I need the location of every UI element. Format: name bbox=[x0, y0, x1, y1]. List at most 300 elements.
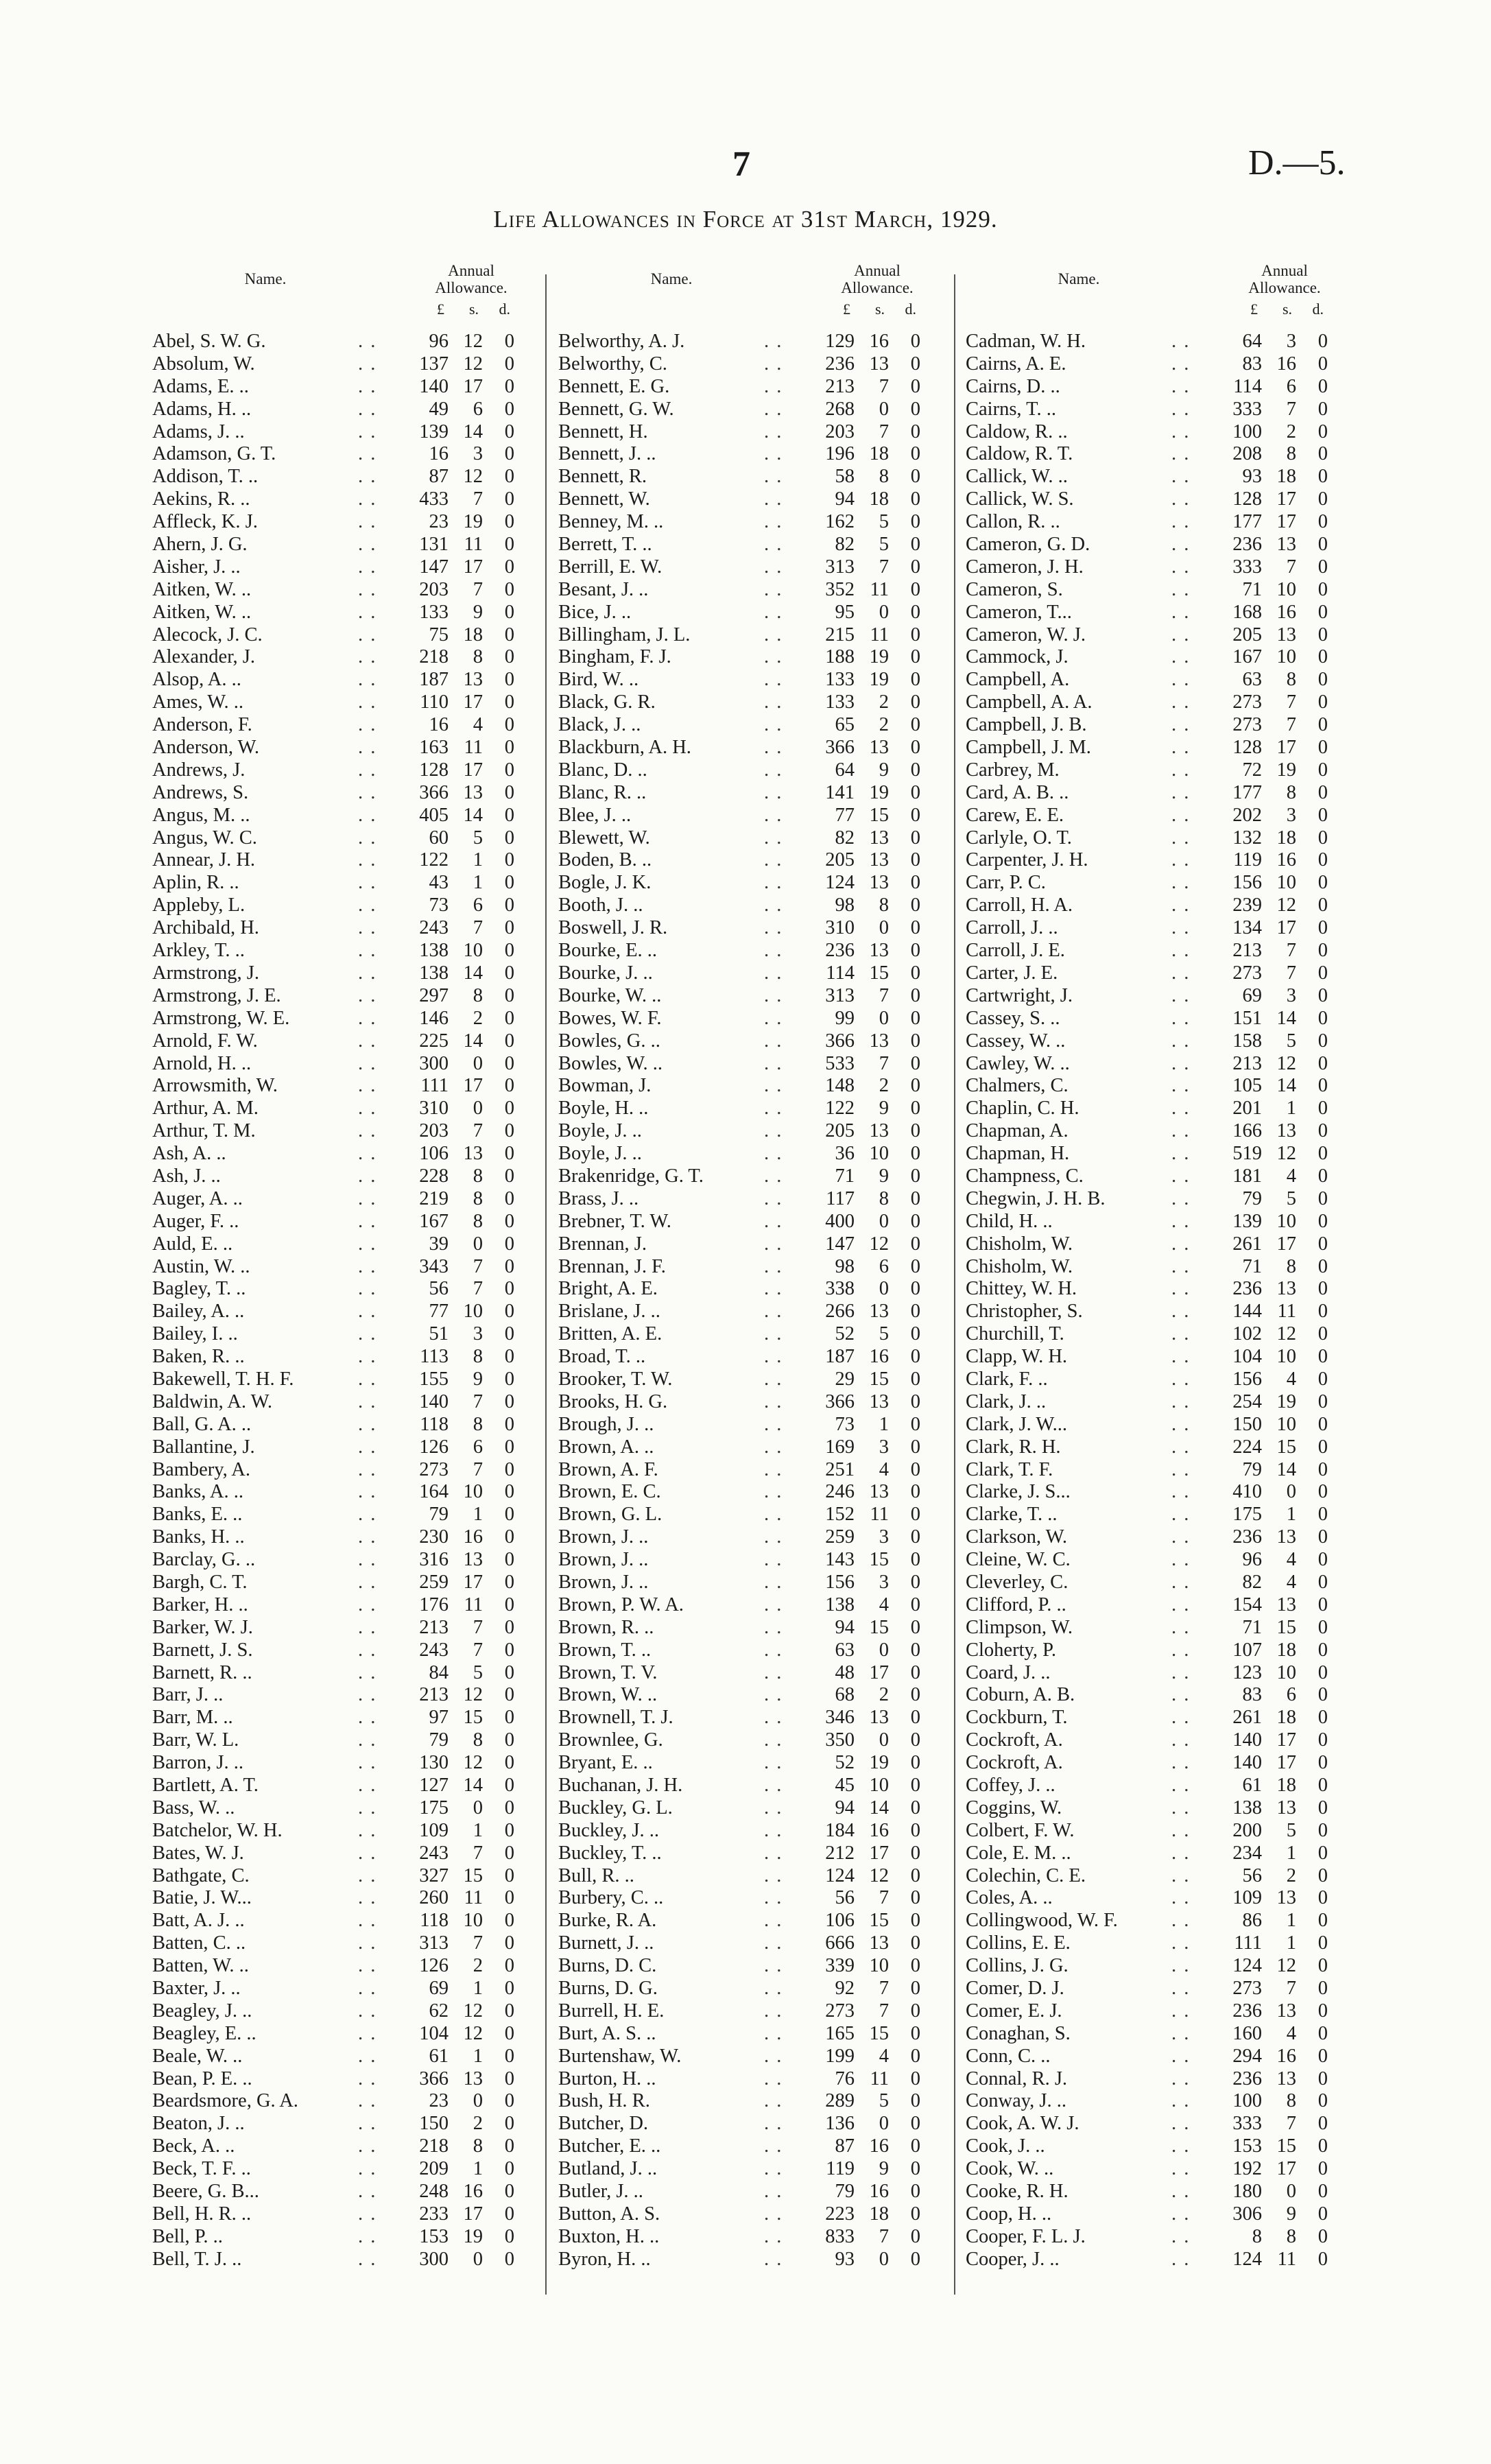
amount-pounds: 118 bbox=[420, 1413, 449, 1435]
allowance-row bbox=[152, 1481, 514, 1504]
pensioner-name: Collins, E. E. bbox=[966, 1932, 1071, 1954]
leader-dots: . . bbox=[1171, 1030, 1191, 1052]
amount-pounds: 213 bbox=[419, 1616, 449, 1638]
amount-pounds: 140 bbox=[1232, 1752, 1262, 1774]
amount-pence: 0 bbox=[1317, 511, 1328, 533]
amount-pence: 0 bbox=[1317, 1594, 1328, 1615]
allowance-row bbox=[966, 962, 1328, 985]
amount-pence: 0 bbox=[504, 1210, 514, 1232]
amount-pounds: 36 bbox=[835, 1143, 855, 1165]
allowance-row bbox=[558, 421, 920, 444]
pensioner-name: Bennett, G. W. bbox=[558, 398, 674, 420]
amount-pence: 0 bbox=[1317, 2113, 1328, 2135]
allowance-row bbox=[558, 2046, 920, 2068]
amount-shillings: 11 bbox=[464, 1594, 483, 1615]
amount-pence: 0 bbox=[910, 1255, 920, 1277]
pensioner-name: Coles, A. .. bbox=[966, 1887, 1053, 1909]
pensioner-name: Brown, A. .. bbox=[558, 1436, 654, 1458]
amount-pence: 0 bbox=[504, 1458, 514, 1480]
amount-shillings: 4 bbox=[1286, 1368, 1296, 1390]
amount-pence: 0 bbox=[910, 1143, 920, 1165]
pensioner-name: Bourke, E. .. bbox=[558, 940, 658, 962]
amount-pence: 0 bbox=[910, 466, 920, 488]
leader-dots: . . bbox=[358, 1233, 377, 1255]
amount-pounds: 196 bbox=[825, 443, 855, 465]
leader-dots: . . bbox=[1171, 1075, 1191, 1097]
amount-pence: 0 bbox=[1317, 984, 1328, 1006]
amount-pence: 0 bbox=[504, 691, 514, 713]
amount-pence: 0 bbox=[910, 781, 920, 803]
amount-pounds: 208 bbox=[1232, 443, 1262, 465]
leader-dots: . . bbox=[1171, 466, 1191, 488]
amount-pounds: 261 bbox=[1232, 1233, 1262, 1255]
amount-pounds: 158 bbox=[1232, 1030, 1262, 1052]
amount-shillings: 5 bbox=[1286, 1819, 1296, 1841]
pensioner-name: Cook, W. .. bbox=[966, 2158, 1054, 2180]
amount-pounds: 167 bbox=[1232, 646, 1262, 668]
amount-pence: 0 bbox=[1317, 1187, 1328, 1209]
amount-shillings: 3 bbox=[879, 1436, 889, 1458]
leader-dots: . . bbox=[1171, 1842, 1191, 1864]
amount-shillings: 8 bbox=[1286, 1255, 1296, 1277]
allowance-row bbox=[152, 466, 514, 488]
amount-shillings: 2 bbox=[473, 2113, 483, 2135]
pensioner-name: Aekins, R. .. bbox=[152, 488, 250, 510]
amount-pence: 0 bbox=[910, 1390, 920, 1412]
amount-pounds: 352 bbox=[825, 578, 855, 600]
amount-pence: 0 bbox=[1317, 2248, 1328, 2270]
pensioner-name: Buckley, G. L. bbox=[558, 1797, 673, 1819]
amount-shillings: 14 bbox=[463, 1030, 483, 1052]
amount-pounds: 94 bbox=[835, 1616, 855, 1638]
amount-pounds: 366 bbox=[419, 781, 449, 803]
pensioner-name: Coffey, J. .. bbox=[966, 1775, 1055, 1796]
amount-pence: 0 bbox=[910, 2203, 920, 2225]
pensioner-name: Colbert, F. W. bbox=[966, 1819, 1075, 1841]
amount-shillings: 9 bbox=[879, 1098, 889, 1120]
leader-dots: . . bbox=[764, 1413, 783, 1435]
leader-dots: . . bbox=[1171, 781, 1191, 803]
pensioner-name: Batt, A. J. .. bbox=[152, 1910, 245, 1932]
pensioner-name: Boyle, H. .. bbox=[558, 1098, 649, 1120]
pensioner-name: Cartwright, J. bbox=[966, 984, 1073, 1006]
pensioner-name: Cockroft, A. bbox=[966, 1752, 1063, 1774]
amount-pounds: 97 bbox=[429, 1707, 449, 1729]
pensioner-name: Carroll, H. A. bbox=[966, 895, 1073, 916]
pensioner-name: Caldow, R. .. bbox=[966, 420, 1068, 442]
leader-dots: . . bbox=[358, 1481, 377, 1503]
amount-pence: 0 bbox=[1317, 1504, 1328, 1526]
amount-pence: 0 bbox=[1317, 962, 1328, 984]
amount-shillings: 18 bbox=[1276, 1707, 1296, 1729]
amount-pence: 0 bbox=[910, 1526, 920, 1548]
column-header bbox=[966, 262, 1328, 331]
leader-dots: . . bbox=[358, 1458, 377, 1480]
amount-shillings: 12 bbox=[1276, 1143, 1296, 1165]
allowance-row bbox=[558, 2181, 920, 2203]
leader-dots: . . bbox=[764, 1707, 783, 1729]
leader-dots: . . bbox=[764, 1165, 783, 1187]
amount-pounds: 143 bbox=[825, 1549, 855, 1571]
amount-pence: 0 bbox=[1317, 2225, 1328, 2247]
amount-shillings: 16 bbox=[869, 2181, 889, 2203]
amount-shillings: 7 bbox=[473, 1616, 483, 1638]
leader-dots: . . bbox=[1171, 1255, 1191, 1277]
amount-pounds: 73 bbox=[835, 1413, 855, 1435]
amount-pounds: 666 bbox=[825, 1932, 855, 1954]
amount-pence: 0 bbox=[1317, 1233, 1328, 1255]
pensioner-name: Austin, W. .. bbox=[152, 1255, 250, 1277]
amount-pence: 0 bbox=[910, 1504, 920, 1526]
amount-shillings: 7 bbox=[473, 1278, 483, 1300]
amount-shillings: 10 bbox=[1276, 872, 1296, 894]
amount-pounds: 163 bbox=[419, 737, 449, 759]
leader-dots: . . bbox=[764, 2203, 783, 2225]
leader-dots: . . bbox=[1171, 2022, 1191, 2044]
allowance-row bbox=[152, 759, 514, 782]
amount-pence: 0 bbox=[1317, 691, 1328, 713]
leader-dots: . . bbox=[358, 1910, 377, 1932]
amount-pence: 0 bbox=[910, 849, 920, 871]
leader-dots: . . bbox=[1171, 2248, 1191, 2270]
amount-pounds: 833 bbox=[825, 2225, 855, 2247]
leader-dots: . . bbox=[1171, 2090, 1191, 2112]
amount-pounds: 300 bbox=[419, 1052, 449, 1074]
allowance-row bbox=[558, 1188, 920, 1211]
amount-pounds: 65 bbox=[835, 714, 855, 736]
leader-dots: . . bbox=[358, 2203, 377, 2225]
pensioner-name: Bean, P. E. .. bbox=[152, 2068, 252, 2089]
pensioner-name: Ash, A. .. bbox=[152, 1143, 226, 1165]
amount-shillings: 8 bbox=[473, 1210, 483, 1232]
allowance-header bbox=[403, 262, 540, 296]
pensioner-name: Cook, A. W. J. bbox=[966, 2113, 1080, 2135]
allowance-row bbox=[966, 2023, 1328, 2046]
leader-dots: . . bbox=[764, 1210, 783, 1232]
leader-dots: . . bbox=[358, 1842, 377, 1864]
pensioner-name: Conaghan, S. bbox=[966, 2022, 1071, 2044]
pensioner-name: Berrett, T. .. bbox=[558, 534, 652, 556]
amount-pounds: 106 bbox=[825, 1910, 855, 1932]
amount-shillings: 6 bbox=[1286, 375, 1296, 397]
pensioner-name: Blanc, D. .. bbox=[558, 759, 647, 781]
amount-shillings: 10 bbox=[1276, 1661, 1296, 1683]
amount-pounds: 333 bbox=[1232, 2113, 1262, 2135]
amount-pounds: 218 bbox=[419, 2135, 449, 2157]
allowance-row bbox=[152, 2023, 514, 2046]
amount-pence: 0 bbox=[910, 398, 920, 420]
amount-shillings: 17 bbox=[463, 375, 483, 397]
allowance-row bbox=[152, 1865, 514, 1888]
allowance-row bbox=[558, 872, 920, 895]
allowance-row bbox=[966, 985, 1328, 1008]
pensioner-name: Byron, H. .. bbox=[558, 2248, 651, 2270]
amount-pounds: 105 bbox=[1232, 1075, 1262, 1097]
amount-pounds: 273 bbox=[1232, 691, 1262, 713]
amount-shillings: 7 bbox=[473, 1255, 483, 1277]
allowance-row bbox=[558, 624, 920, 647]
amount-pence: 0 bbox=[1317, 872, 1328, 894]
allowance-row bbox=[152, 2203, 514, 2226]
allowance-row bbox=[152, 399, 514, 421]
pensioner-name: Burton, H. .. bbox=[558, 2068, 656, 2089]
allowance-row bbox=[966, 1233, 1328, 1256]
pensioner-name: Cairns, A. E. bbox=[966, 353, 1066, 375]
pensioner-name: Cameron, T... bbox=[966, 601, 1072, 623]
amount-pence: 0 bbox=[1317, 578, 1328, 600]
pensioner-name: Andrews, S. bbox=[152, 781, 249, 803]
amount-pence: 0 bbox=[504, 1481, 514, 1503]
amount-pence: 0 bbox=[910, 2090, 920, 2112]
allowance-row bbox=[966, 1684, 1328, 1707]
annual-label: Annual bbox=[854, 262, 900, 279]
allowance-row bbox=[152, 2249, 514, 2271]
pensioner-name: Arthur, A. M. bbox=[152, 1098, 259, 1120]
pensioner-name: Brown, G. L. bbox=[558, 1504, 663, 1526]
leader-dots: . . bbox=[358, 1684, 377, 1706]
pensioner-name: Chapman, H. bbox=[966, 1143, 1070, 1165]
pensioner-name: Campbell, J. B. bbox=[966, 714, 1087, 736]
amount-pence: 0 bbox=[1317, 331, 1328, 352]
pensioner-name: Chittey, W. H. bbox=[966, 1278, 1077, 1300]
amount-shillings: 13 bbox=[869, 1301, 889, 1323]
leader-dots: . . bbox=[358, 1075, 377, 1097]
amount-pounds: 113 bbox=[420, 1346, 449, 1368]
amount-pence: 0 bbox=[504, 1255, 514, 1277]
pensioner-name: Coggins, W. bbox=[966, 1797, 1062, 1819]
amount-shillings: 4 bbox=[1286, 1571, 1296, 1593]
pensioner-name: Bennett, W. bbox=[558, 488, 650, 510]
amount-pence: 0 bbox=[504, 1842, 514, 1864]
amount-pence: 0 bbox=[504, 443, 514, 465]
amount-pence: 0 bbox=[910, 1842, 920, 1864]
amount-shillings: 5 bbox=[1286, 1030, 1296, 1052]
pensioner-name: Cawley, W. .. bbox=[966, 1052, 1070, 1074]
amount-shillings: 13 bbox=[1276, 1594, 1296, 1615]
leader-dots: . . bbox=[764, 1864, 783, 1886]
amount-pounds: 124 bbox=[1232, 2248, 1262, 2270]
amount-pence: 0 bbox=[1317, 2135, 1328, 2157]
amount-pounds: 71 bbox=[1242, 1255, 1262, 1277]
pensioner-name: Auger, A. .. bbox=[152, 1187, 243, 1209]
leader-dots: . . bbox=[358, 669, 377, 691]
amount-shillings: 0 bbox=[473, 1233, 483, 1255]
leader-dots: . . bbox=[1171, 1639, 1191, 1661]
amount-shillings: 7 bbox=[1286, 940, 1296, 962]
leader-dots: . . bbox=[358, 534, 377, 556]
allowance-row bbox=[558, 399, 920, 421]
allowance-row bbox=[966, 1617, 1328, 1639]
amount-pence: 0 bbox=[1317, 488, 1328, 510]
leader-dots: . . bbox=[764, 1233, 783, 1255]
amount-shillings: 16 bbox=[869, 331, 889, 352]
allowance-row bbox=[558, 2226, 920, 2249]
amount-pounds: 87 bbox=[835, 2135, 855, 2157]
amount-shillings: 9 bbox=[473, 601, 483, 623]
leader-dots: . . bbox=[1171, 601, 1191, 623]
amount-pounds: 213 bbox=[825, 375, 855, 397]
page-number: 7 bbox=[732, 145, 750, 184]
amount-shillings: 10 bbox=[1276, 1210, 1296, 1232]
amount-pence: 0 bbox=[1317, 1346, 1328, 1368]
pound-unit: £ bbox=[843, 300, 850, 318]
pensioner-name: Broad, T. .. bbox=[558, 1346, 646, 1368]
pensioner-name: Bailey, I. .. bbox=[152, 1323, 238, 1345]
pensioner-name: Baken, R. .. bbox=[152, 1346, 245, 1368]
pensioner-name: Bennett, J. .. bbox=[558, 443, 656, 465]
amount-pounds: 254 bbox=[1232, 1390, 1262, 1412]
amount-pounds: 188 bbox=[825, 646, 855, 668]
amount-shillings: 7 bbox=[879, 420, 889, 442]
amount-pounds: 77 bbox=[429, 1301, 449, 1323]
amount-pence: 0 bbox=[910, 1932, 920, 1954]
leader-dots: . . bbox=[358, 556, 377, 578]
amount-shillings: 15 bbox=[869, 1910, 889, 1932]
allowance-row bbox=[558, 1053, 920, 1076]
amount-pence: 0 bbox=[504, 2022, 514, 2044]
amount-shillings: 8 bbox=[1286, 781, 1296, 803]
amount-pounds: 164 bbox=[419, 1481, 449, 1503]
pensioner-name: Alecock, J. C. bbox=[152, 624, 263, 645]
amount-shillings: 17 bbox=[1276, 511, 1296, 533]
amount-pounds: 71 bbox=[1242, 1616, 1262, 1638]
pensioner-name: Cammock, J. bbox=[966, 646, 1069, 668]
amount-pence: 0 bbox=[504, 1887, 514, 1909]
pensioner-name: Buckley, T. .. bbox=[558, 1842, 662, 1864]
amount-pence: 0 bbox=[910, 1684, 920, 1706]
allowance-row bbox=[152, 1572, 514, 1594]
amount-shillings: 2 bbox=[473, 1955, 483, 1977]
leader-dots: . . bbox=[1171, 2045, 1191, 2067]
amount-shillings: 13 bbox=[463, 1549, 483, 1571]
leader-dots: . . bbox=[764, 1684, 783, 1706]
amount-pounds: 119 bbox=[1233, 849, 1262, 871]
pensioner-name: Cooper, J. .. bbox=[966, 2248, 1060, 2270]
amount-pounds: 203 bbox=[419, 1120, 449, 1142]
amount-pence: 0 bbox=[1317, 1098, 1328, 1120]
amount-pence: 0 bbox=[1317, 353, 1328, 375]
leader-dots: . . bbox=[358, 1707, 377, 1729]
allowance-row bbox=[966, 1075, 1328, 1098]
leader-dots: . . bbox=[764, 1594, 783, 1615]
amount-pounds: 84 bbox=[429, 1661, 449, 1683]
amount-pounds: 139 bbox=[1232, 1210, 1262, 1232]
pensioner-name: Coard, J. .. bbox=[966, 1661, 1051, 1683]
amount-shillings: 1 bbox=[473, 1819, 483, 1841]
amount-pence: 0 bbox=[1317, 1458, 1328, 1480]
amount-pence: 0 bbox=[910, 1120, 920, 1142]
leader-dots: . . bbox=[764, 895, 783, 916]
allowance-row bbox=[152, 646, 514, 669]
amount-shillings: 1 bbox=[1286, 1504, 1296, 1526]
leader-dots: . . bbox=[358, 2181, 377, 2203]
amount-shillings: 13 bbox=[463, 781, 483, 803]
amount-pounds: 133 bbox=[825, 669, 855, 691]
allowance-row bbox=[152, 488, 514, 511]
amount-pounds: 72 bbox=[1242, 759, 1262, 781]
pensioner-name: Batchelor, W. H. bbox=[152, 1819, 283, 1841]
pensioner-name: Banks, E. .. bbox=[152, 1504, 243, 1526]
amount-pounds: 251 bbox=[825, 1458, 855, 1480]
leader-dots: . . bbox=[764, 2022, 783, 2044]
amount-pounds: 166 bbox=[1232, 1120, 1262, 1142]
amount-shillings: 8 bbox=[473, 1187, 483, 1209]
pensioner-name: Bambery, A. bbox=[152, 1458, 251, 1480]
amount-shillings: 3 bbox=[879, 1571, 889, 1593]
pensioner-name: Button, A. S. bbox=[558, 2203, 660, 2225]
allowance-row bbox=[558, 1233, 920, 1256]
amount-pence: 0 bbox=[1317, 534, 1328, 556]
amount-pence: 0 bbox=[504, 1007, 514, 1029]
allowance-row bbox=[558, 2249, 920, 2271]
pensioner-name: Alsop, A. .. bbox=[152, 669, 241, 691]
pensioner-name: Clifford, P. .. bbox=[966, 1594, 1066, 1615]
amount-pounds: 533 bbox=[825, 1052, 855, 1074]
pensioner-name: Bowles, G. .. bbox=[558, 1030, 660, 1052]
amount-pence: 0 bbox=[1317, 1819, 1328, 1841]
leader-dots: . . bbox=[764, 1481, 783, 1503]
pensioner-name: Campbell, A. bbox=[966, 669, 1070, 691]
allowance-row bbox=[558, 646, 920, 669]
amount-pence: 0 bbox=[910, 1052, 920, 1074]
allowance-row bbox=[152, 2090, 514, 2113]
allowance-row bbox=[966, 602, 1328, 624]
amount-pence: 0 bbox=[504, 2203, 514, 2225]
amount-pounds: 259 bbox=[825, 1526, 855, 1548]
amount-shillings: 15 bbox=[1276, 1436, 1296, 1458]
allowance-row bbox=[966, 1414, 1328, 1436]
leader-dots: . . bbox=[764, 1052, 783, 1074]
amount-pounds: 234 bbox=[1232, 1842, 1262, 1864]
leader-dots: . . bbox=[358, 331, 377, 352]
amount-shillings: 15 bbox=[869, 962, 889, 984]
allowance-row bbox=[558, 849, 920, 872]
amount-pounds: 168 bbox=[1232, 601, 1262, 623]
leader-dots: . . bbox=[764, 1639, 783, 1661]
amount-shillings: 6 bbox=[1286, 1684, 1296, 1706]
amount-pounds: 62 bbox=[429, 2000, 449, 2022]
amount-pounds: 83 bbox=[1242, 353, 1262, 375]
amount-shillings: 15 bbox=[463, 1864, 483, 1886]
amount-pounds: 39 bbox=[429, 1233, 449, 1255]
amount-pence: 0 bbox=[910, 1436, 920, 1458]
leader-dots: . . bbox=[358, 1278, 377, 1300]
amount-shillings: 11 bbox=[870, 578, 889, 600]
leader-dots: . . bbox=[1171, 1661, 1191, 1683]
allowance-row bbox=[558, 1008, 920, 1030]
amount-pence: 0 bbox=[504, 737, 514, 759]
allowance-row bbox=[558, 1820, 920, 1843]
leader-dots: . . bbox=[1171, 1413, 1191, 1435]
amount-shillings: 12 bbox=[463, 2000, 483, 2022]
pensioner-name: Butcher, E. .. bbox=[558, 2135, 661, 2157]
allowance-row bbox=[152, 1662, 514, 1685]
amount-shillings: 12 bbox=[463, 2022, 483, 2044]
amount-pounds: 289 bbox=[825, 2090, 855, 2112]
amount-pounds: 297 bbox=[419, 984, 449, 1006]
leader-dots: . . bbox=[358, 1526, 377, 1548]
pensioner-name: Affleck, K. J. bbox=[152, 511, 258, 533]
pensioner-name: Adams, J. .. bbox=[152, 420, 245, 442]
allowance-row bbox=[152, 1910, 514, 1932]
leader-dots: . . bbox=[1171, 1887, 1191, 1909]
leader-dots: . . bbox=[764, 759, 783, 781]
amount-pence: 0 bbox=[910, 375, 920, 397]
pensioner-name: Ball, G. A. .. bbox=[152, 1413, 252, 1435]
amount-pence: 0 bbox=[504, 2045, 514, 2067]
amount-shillings: 13 bbox=[1276, 1120, 1296, 1142]
amount-pence: 0 bbox=[1317, 375, 1328, 397]
